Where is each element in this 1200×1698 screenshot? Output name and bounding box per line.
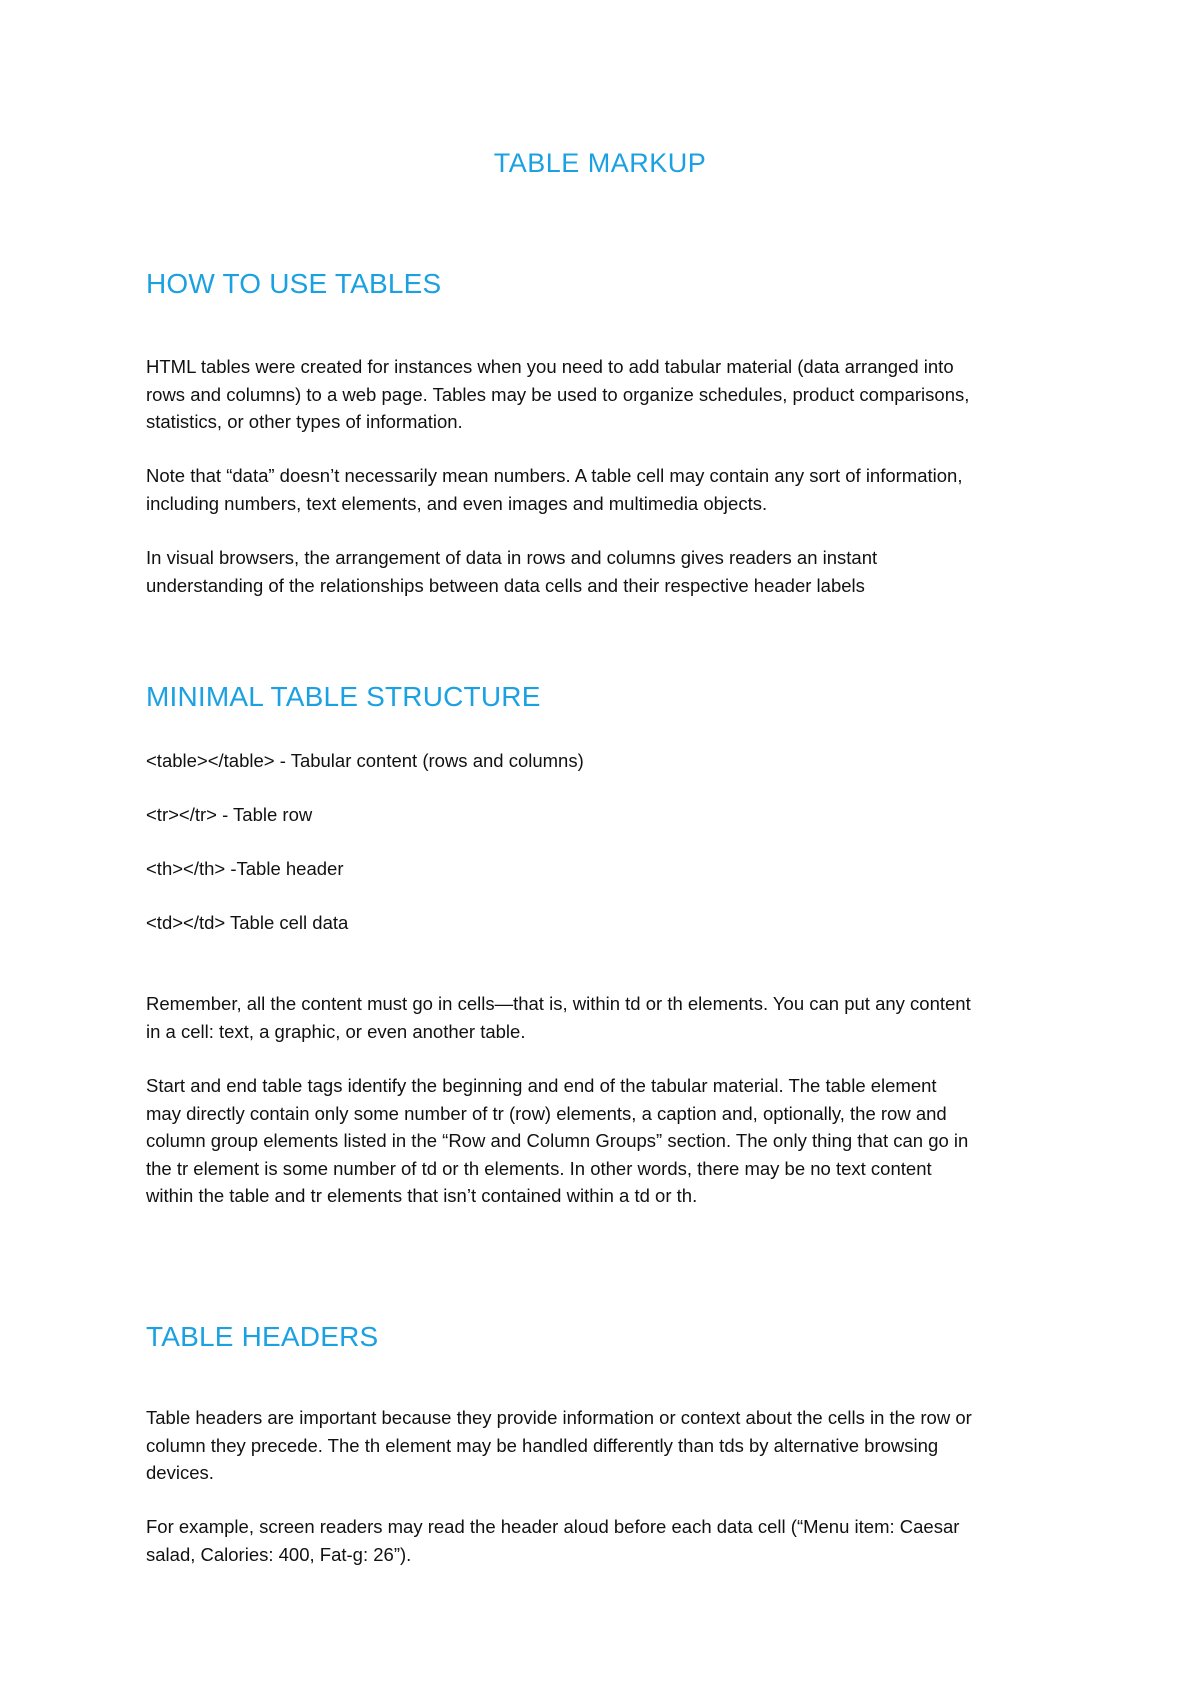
section-heading-table-headers: TABLE HEADERS [146,1321,379,1352]
paragraph: Table headers are important because they provide information or context about the cells in the row or column they precede. The th element may be handled differently than tds by alternative browsing devices. [146,1407,972,1483]
tag-line-table: <table></table> - Tabular content (rows and columns) [146,750,584,771]
paragraph: For example, screen readers may read the header aloud before each data cell (“Menu item: Caesar salad, Calories: 400, Fat-g: 26”). [146,1516,960,1565]
tag-line-tr: <tr></tr> - Table row [146,804,313,825]
paragraph: Start and end table tags identify the beginning and end of the tabular material. The table element may directly contain only some number of tr (row) elements, a caption and, optionally, the row and column group elements listed in the “Row and Column Groups” section. The only thing that can go in the tr element is some number of td or th elements. In other words, there may be no text content within the table and tr elements that isn’t contained within a td or th. [146,1075,969,1206]
section-heading-minimal-table-structure: MINIMAL TABLE STRUCTURE [146,681,541,712]
paragraph: Remember, all the content must go in cells—that is, within td or th elements. You can put any content in a cell: text, a graphic, or even another table. [146,993,971,1042]
tag-line-th: <th></th> -Table header [146,858,344,879]
paragraph: Note that “data” doesn’t necessarily mean numbers. A table cell may contain any sort of information, including numbers, text elements, and even images and multimedia objects. [146,465,963,514]
paragraph: HTML tables were created for instances when you need to add tabular material (data arranged into rows and columns) to a web page. Tables may be used to organize schedules, product comparisons, statistics, or other types of information. [146,356,970,432]
document-title: TABLE MARKUP [493,148,707,178]
section-heading-how-to-use-tables: HOW TO USE TABLES [146,268,442,299]
paragraph: In visual browsers, the arrangement of data in rows and columns gives readers an instant understanding of the relationships between data cells and their respective header labels [146,547,878,596]
tag-line-td: <td></td> Table cell data [146,912,349,933]
